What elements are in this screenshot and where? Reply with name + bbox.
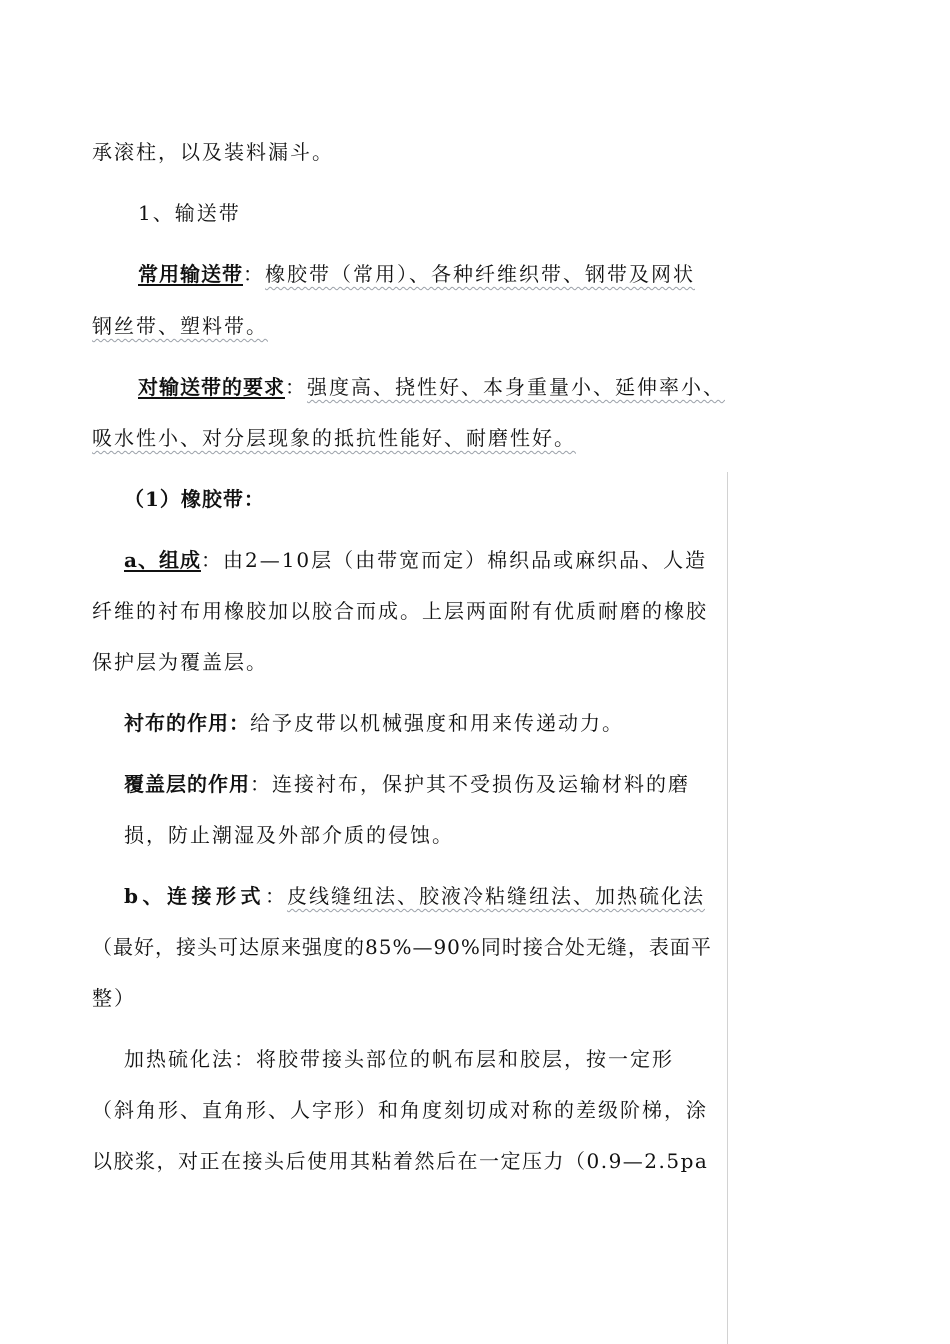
colon: ： [264, 884, 287, 908]
paragraph-line [138, 260, 695, 288]
text-run: （最好，接头可达原来强度的85%—90%同时接合处无缝，表面平 [92, 935, 712, 959]
term-label: 对输送带的要求 [138, 375, 285, 399]
text-run: 承滚柱，以及装料漏斗。 [92, 140, 334, 164]
paragraph-line [92, 312, 268, 340]
text-run: 加热硫化法：将胶带接头部位的帆布层和胶层，按一定形 [124, 1047, 674, 1071]
paragraph-line [92, 138, 334, 166]
text-run: 橡胶带（常用）、各种纤维织带、钢带及网状 [265, 262, 695, 286]
paragraph-line [124, 709, 624, 737]
text-run: 皮线缝纽法、胶液冷粘缝纽法、加热硫化法 [286, 884, 705, 908]
text-run: 损，防止潮湿及外部介质的侵蚀。 [124, 823, 454, 847]
text-run: 保护层为覆盖层。 [92, 650, 268, 674]
paragraph-line [92, 1147, 708, 1175]
text-run: 吸水性小、对分层现象的抵抗性能好、耐磨性好。 [92, 426, 576, 450]
text-run: 以胶浆，对正在接头后使用其粘着然后在一定压力（0.9—2.5pa [92, 1149, 709, 1173]
text-run: （1）橡胶带： [124, 487, 265, 511]
text-run: 钢丝带、塑料带。 [92, 314, 268, 338]
paragraph-line [124, 546, 707, 574]
term-label: a、组成 [124, 548, 201, 572]
text-run: 给予皮带以机械强度和用来传递动力。 [250, 711, 624, 735]
text-run: 1、输送带 [138, 201, 241, 225]
paragraph-line [92, 1096, 708, 1124]
text-run: 由2—10层（由带宽而定）棉织品或麻织品、人造 [222, 548, 708, 572]
text-run: 整） [92, 986, 136, 1010]
paragraph-line [92, 424, 576, 452]
term-label: 常用输送带 [138, 262, 243, 286]
subsection-heading [124, 485, 265, 513]
paragraph-line [138, 373, 725, 401]
text-run: 纤维的衬布用橡胶加以胶合而成。上层两面附有优质耐磨的橡胶 [92, 599, 708, 623]
colon: ： [200, 548, 223, 572]
paragraph-line [124, 1045, 674, 1073]
section-heading [138, 199, 241, 227]
paragraph-line [92, 597, 708, 625]
paragraph-line [124, 882, 705, 910]
paragraph-line [124, 770, 690, 798]
text-run: 连接衬布，保护其不受损伤及运输材料的磨 [272, 772, 690, 796]
paragraph-line [92, 984, 136, 1012]
paragraph-line [92, 933, 712, 961]
paragraph-line [124, 821, 454, 849]
margin-line [727, 472, 728, 1344]
term-label: 覆盖层的作用 [124, 772, 250, 796]
paragraph-line [92, 648, 268, 676]
colon: ： [250, 772, 272, 796]
term-label: b、连接形式 [124, 884, 265, 908]
term-label: 衬布的作用： [124, 711, 250, 735]
text-run: （斜角形、直角形、人字形）和角度刻切成对称的差级阶梯，涂 [92, 1098, 708, 1122]
colon: ： [243, 262, 265, 286]
colon: ： [285, 375, 307, 399]
text-run: 强度高、挠性好、本身重量小、延伸率小、 [307, 375, 725, 399]
